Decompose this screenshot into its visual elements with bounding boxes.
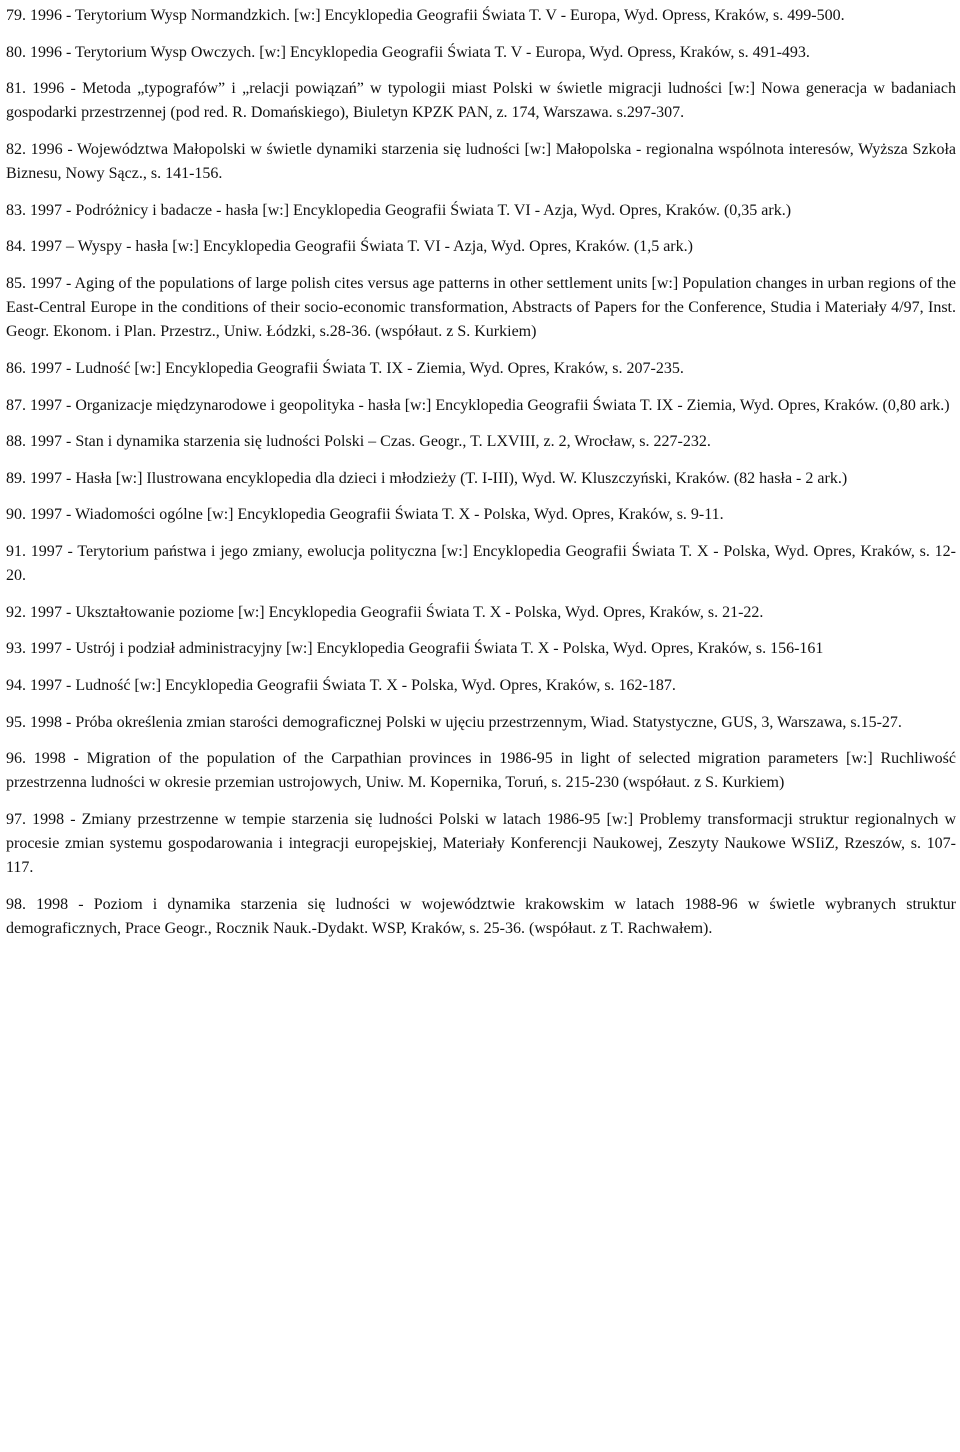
bibliography-entry-93: 93. 1997 - Ustrój i podział administracyjny [w:] Encyklopedia Geografii Świata T. X - Polska, Wyd. Opres, Kraków, s. 156-161 [6, 640, 824, 658]
bibliography-entry-84: 84. 1997 – Wyspy - hasła [w:] Encyklopedia Geografii Świata T. VI - Azja, Wyd. Opres, Kraków. (1,5 ark.) [6, 238, 693, 256]
bibliography-entry-92: 92. 1997 - Ukształtowanie poziome [w:] Encyklopedia Geografii Świata T. X - Polska, Wyd. Opres, Kraków, s. 21-22. [6, 603, 764, 621]
bibliography-entry-90: 90. 1997 - Wiadomości ogólne [w:] Encyklopedia Geografii Świata T. X - Polska, Wyd. Opres, Kraków, s. 9-11. [6, 506, 724, 524]
bibliography-entry-80: 80. 1996 - Terytorium Wysp Owczych. [w:] Encyklopedia Geografii Świata T. V - Europa, Wyd. Opress, Kraków, s. 491-493. [6, 43, 810, 61]
bibliography-list [6, 4, 956, 941]
bibliography-entry-89: 89. 1997 - Hasła [w:] Ilustrowana encyklopedia dla dzieci i młodzieży (T. I-III), Wyd. W. Kluszczyński, Kraków. (82 hasła - 2 ark.) [6, 469, 848, 487]
bibliography-entry-86: 86. 1997 - Ludność [w:] Encyklopedia Geografii Świata T. IX - Ziemia, Wyd. Opres, Kraków, s. 207-235. [6, 359, 684, 377]
bibliography-entry-98: 98. 1998 - Poziom i dynamika starzenia się ludności w województwie krakowskim w latach 1988-96 w świetle wybranych struktur demograficznych, Prace Geogr., Rocznik Nauk.-Dydakt. WSP, Kraków, s. 25-36. (współaut. z T. Rachwałem). [6, 895, 956, 938]
bibliography-entry-88: 88. 1997 - Stan i dynamika starzenia się ludności Polski – Czas. Geogr., T. LXVIII, z. 2, Wrocław, s. 227-232. [6, 433, 711, 451]
bibliography-entry-96: 96. 1998 - Migration of the population of the Carpathian provinces in 1986-95 in light of selected migration parameters [w:] Ruchliwość przestrzenna ludności w okresie przemian ustrojowych, Uniw. M. Kopernika, Toruń, s. 215-230 (współaut. z S. Kurkiem) [6, 750, 956, 792]
bibliography-entry-95: 95. 1998 - Próba określenia zmian starości demograficznej Polski w ujęciu przestrzennym, Wiad. Statystyczne, GUS, 3, Warszawa, s.15-27. [6, 713, 902, 731]
bibliography-entry-87: 87. 1997 - Organizacje międzynarodowe i geopolityka - hasła [w:] Encyklopedia Geografii Świata T. IX - Ziemia, Wyd. Opres, Kraków. (0,80 ark.) [6, 396, 950, 414]
bibliography-entry-82: 82. 1996 - Województwa Małopolski w świetle dynamiki starzenia się ludności [w:] Małopolska - regionalna wspólnota interesów, Wyższa Szkoła Biznesu, Nowy Sącz., s. 141-156. [6, 140, 956, 183]
bibliography-entry-97: 97. 1998 - Zmiany przestrzenne w tempie starzenia się ludności Polski w latach 1986-95 [w:] Problemy transformacji struktur regionalnych w procesie zmian systemu gospodarowania i integracji europejskiej, Materiały Konferencji Naukowej, Zeszyty Naukowe WSIiZ, Rzeszów, s. 107-117. [6, 810, 956, 877]
bibliography-entry-91: 91. 1997 - Terytorium państwa i jego zmiany, ewolucja polityczna [w:] Encyklopedia Geografii Świata T. X - Polska, Wyd. Opres, Kraków, s. 12-20. [6, 542, 956, 585]
bibliography-entry-81: 81. 1996 - Metoda „typografów” i „relacji powiązań” w typologii miast Polski w świetle migracji ludności [w:] Nowa generacja w badaniach gospodarki przestrzennej (pod red. R. Domańskiego), Biuletyn KPZK PAN, z. 174, Warszawa. s.297-307. [6, 80, 956, 122]
bibliography-entry-94: 94. 1997 - Ludność [w:] Encyklopedia Geografii Świata T. X - Polska, Wyd. Opres, Kraków, s. 162-187. [6, 676, 676, 694]
bibliography-entry-79: 79. 1996 - Terytorium Wysp Normandzkich. [w:] Encyklopedia Geografii Świata T. V - Europa, Wyd. Opress, Kraków, s. 499-500. [6, 7, 845, 24]
bibliography-entry-85: 85. 1997 - Aging of the populations of large polish cites versus age patterns in other settlement units [w:] Population changes in urban regions of the East-Central Europe in the conditions of their socio-economic transformation, Abstracts of Papers for the Conference, Studia i Materiały 4/97, Inst. Geogr. Ekonom. i Plan. Przestrz., Uniw. Łódzki, s.28-36. (współaut. z S. Kurkiem) [6, 274, 956, 341]
bibliography-entry-83: 83. 1997 - Podróżnicy i badacze - hasła [w:] Encyklopedia Geografii Świata T. VI - Azja, Wyd. Opres, Kraków. (0,35 ark.) [6, 201, 792, 219]
